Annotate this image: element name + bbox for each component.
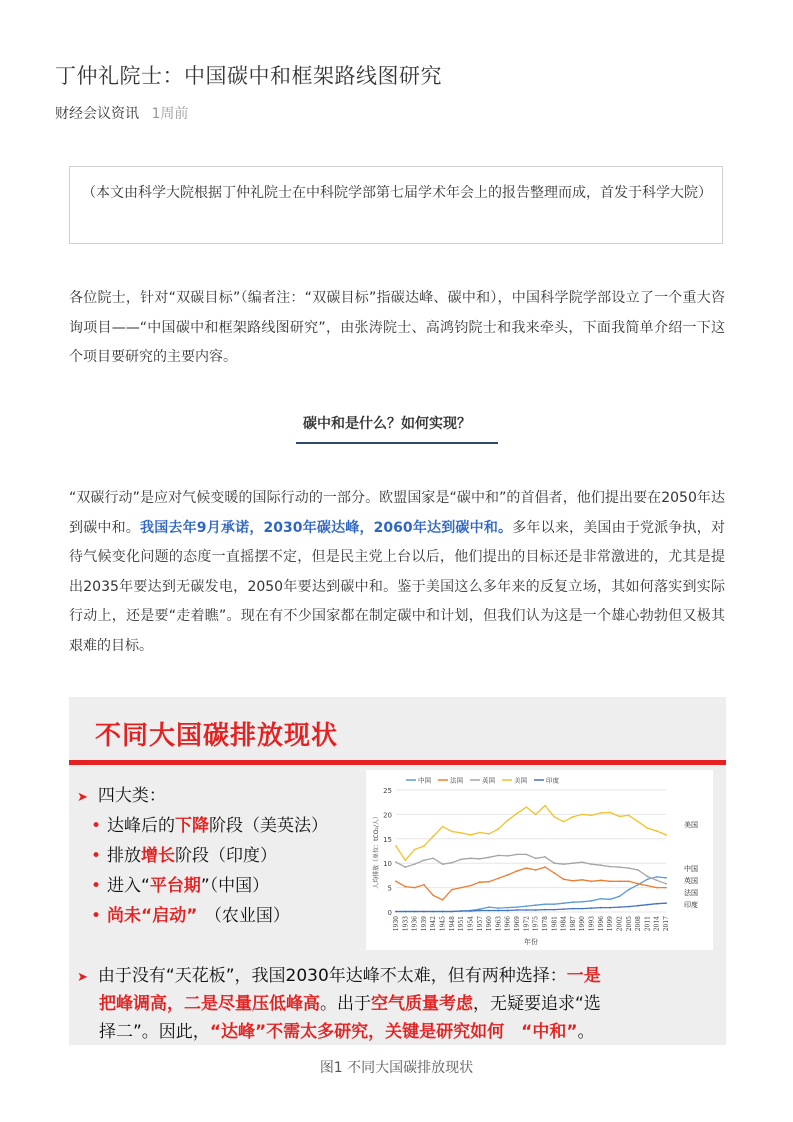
slide-conclusion-line-3 bbox=[99, 1017, 595, 1042]
slide-bullet-3 bbox=[91, 871, 269, 896]
data-point bbox=[479, 858, 481, 860]
data-point bbox=[581, 814, 583, 816]
data-point bbox=[619, 866, 621, 868]
data-point bbox=[460, 887, 462, 889]
data-point bbox=[581, 908, 583, 910]
data-point bbox=[544, 805, 546, 807]
x-tick-label: 1951 bbox=[458, 916, 466, 932]
data-point bbox=[619, 880, 621, 882]
slide-title-bar bbox=[69, 760, 726, 765]
data-point bbox=[665, 887, 667, 889]
data-point bbox=[544, 909, 546, 911]
data-point bbox=[665, 877, 667, 879]
slide-conclusion-line-2 bbox=[99, 989, 601, 1014]
data-point bbox=[423, 859, 425, 861]
legend-label: 中国 bbox=[418, 776, 431, 785]
x-tick-label: 1981 bbox=[551, 916, 559, 932]
data-point bbox=[451, 831, 453, 833]
data-point bbox=[460, 832, 462, 834]
data-point bbox=[656, 876, 658, 878]
data-point bbox=[525, 854, 527, 856]
slide-text: 进入“ bbox=[107, 876, 150, 896]
data-point bbox=[647, 827, 649, 829]
data-point bbox=[442, 911, 444, 913]
series-side-label: 英国 bbox=[684, 877, 698, 885]
series-line bbox=[396, 903, 666, 911]
x-tick-label: 1960 bbox=[486, 916, 494, 932]
data-point bbox=[619, 816, 621, 818]
data-point bbox=[432, 895, 434, 897]
data-point bbox=[609, 898, 611, 900]
data-point bbox=[488, 833, 490, 835]
data-point bbox=[535, 909, 537, 911]
data-point bbox=[572, 901, 574, 903]
data-point bbox=[637, 883, 639, 885]
slide-red-text: 空气质量考虑 bbox=[371, 994, 473, 1014]
series-line bbox=[396, 867, 666, 900]
highlight-commitment: 我国去年9月承诺，2030年碳达峰，2060年达到碳中和。 bbox=[140, 519, 513, 536]
data-point bbox=[591, 907, 593, 909]
data-point bbox=[498, 877, 500, 879]
slide-red-text: 尚未“启动” bbox=[107, 906, 198, 926]
data-point bbox=[507, 910, 509, 912]
data-point bbox=[442, 899, 444, 901]
slide-red-text: 平台期 bbox=[149, 876, 201, 896]
data-point bbox=[628, 815, 630, 817]
emission-chart bbox=[366, 770, 713, 950]
data-point bbox=[628, 906, 630, 908]
data-point bbox=[665, 883, 667, 885]
data-point bbox=[553, 862, 555, 864]
data-point bbox=[656, 887, 658, 889]
data-point bbox=[404, 911, 406, 913]
x-tick-label: 1993 bbox=[588, 916, 596, 932]
legend-label: 法国 bbox=[450, 776, 463, 785]
data-point bbox=[591, 900, 593, 902]
data-point bbox=[507, 907, 509, 909]
data-point bbox=[656, 903, 658, 905]
x-tick-label: 1996 bbox=[597, 916, 605, 932]
data-point bbox=[516, 906, 518, 908]
x-tick-label: 1957 bbox=[476, 916, 484, 932]
data-point bbox=[525, 806, 527, 808]
data-point bbox=[609, 812, 611, 814]
data-point bbox=[600, 907, 602, 909]
emission-line-chart bbox=[366, 770, 713, 950]
x-tick-label: 1945 bbox=[439, 916, 447, 932]
data-point bbox=[619, 906, 621, 908]
data-point bbox=[544, 866, 546, 868]
data-point bbox=[470, 857, 472, 859]
data-point bbox=[572, 908, 574, 910]
data-point bbox=[544, 856, 546, 858]
data-point bbox=[572, 862, 574, 864]
data-point bbox=[442, 826, 444, 828]
data-point bbox=[404, 866, 406, 868]
data-point bbox=[637, 821, 639, 823]
section-heading: 碳中和是什么？如何实现？ bbox=[303, 416, 471, 432]
legend-label: 印度 bbox=[546, 776, 559, 785]
slide-text: 。 bbox=[577, 1022, 595, 1042]
x-tick-label: 1942 bbox=[430, 916, 438, 932]
data-point bbox=[498, 828, 500, 830]
data-point bbox=[525, 905, 527, 907]
data-point bbox=[647, 904, 649, 906]
data-point bbox=[507, 855, 509, 857]
data-point bbox=[656, 830, 658, 832]
x-tick-label: 1966 bbox=[504, 916, 512, 932]
data-point bbox=[423, 884, 425, 886]
legend-label: 美国 bbox=[514, 776, 527, 785]
data-point bbox=[535, 857, 537, 859]
x-tick-label: 1984 bbox=[560, 916, 568, 932]
data-point bbox=[479, 881, 481, 883]
data-point bbox=[488, 881, 490, 883]
x-tick-label: 1999 bbox=[607, 916, 615, 932]
data-point bbox=[432, 911, 434, 913]
slide-red-text: 把峰调高，二是尽量压低峰高 bbox=[99, 994, 320, 1014]
data-point bbox=[563, 908, 565, 910]
x-tick-label: 1987 bbox=[569, 916, 577, 932]
data-point bbox=[395, 845, 397, 847]
x-tick-label: 2017 bbox=[663, 916, 670, 932]
slide-text: 阶段（印度） bbox=[175, 846, 278, 866]
slide-text: 由于没有“天花板”，我国2030年达峰不太难，但有两种选择： bbox=[97, 966, 567, 986]
publish-time: 1周前 bbox=[151, 106, 189, 122]
bullet-dot-icon: • bbox=[91, 906, 102, 926]
data-point bbox=[591, 863, 593, 865]
series-side-label: 印度 bbox=[684, 901, 698, 909]
slide-text: 四大类： bbox=[97, 786, 166, 806]
x-axis-label: 年份 bbox=[524, 938, 538, 946]
bullet-dot-icon: • bbox=[91, 846, 102, 866]
data-point bbox=[488, 906, 490, 908]
data-point bbox=[553, 903, 555, 905]
data-point bbox=[535, 869, 537, 871]
data-point bbox=[544, 903, 546, 905]
data-point bbox=[498, 855, 500, 857]
y-tick-label: 10 bbox=[383, 860, 392, 869]
paragraph-text: “双碳行动”是应对气候变暖的国际行动的一部分。欧盟国家是“碳中和”的首倡者，他们提出要在2050年达到碳中和。 bbox=[69, 490, 725, 536]
data-point bbox=[414, 911, 416, 913]
x-tick-label: 2005 bbox=[625, 916, 633, 932]
data-point bbox=[460, 910, 462, 912]
x-tick-label: 1990 bbox=[579, 916, 587, 932]
x-tick-label: 1963 bbox=[495, 916, 503, 932]
slide-text: 达峰后的 bbox=[107, 816, 176, 836]
slide-text: ”（中国） bbox=[200, 876, 270, 896]
article-title: 丁仲礼院士：中国碳中和框架路线图研究 bbox=[55, 64, 442, 88]
x-tick-label: 1954 bbox=[467, 916, 475, 932]
data-point bbox=[414, 849, 416, 851]
data-point bbox=[572, 816, 574, 818]
slide-text: 择二”。因此， bbox=[99, 1022, 210, 1042]
x-tick-label: 2014 bbox=[653, 916, 661, 932]
data-point bbox=[553, 816, 555, 818]
data-point bbox=[619, 896, 621, 898]
data-point bbox=[507, 819, 509, 821]
data-point bbox=[516, 854, 518, 856]
data-point bbox=[563, 878, 565, 880]
data-point bbox=[665, 834, 667, 836]
data-point bbox=[423, 845, 425, 847]
data-point bbox=[600, 864, 602, 866]
data-point bbox=[656, 879, 658, 881]
slide-red-text: 下降 bbox=[175, 816, 210, 836]
x-tick-label: 1972 bbox=[523, 916, 531, 932]
data-point bbox=[432, 836, 434, 838]
data-point bbox=[647, 878, 649, 880]
data-point bbox=[395, 911, 397, 913]
data-point bbox=[553, 872, 555, 874]
series-side-label: 法国 bbox=[684, 889, 698, 897]
data-point bbox=[609, 866, 611, 868]
x-tick-label: 1969 bbox=[514, 916, 522, 932]
data-point bbox=[470, 834, 472, 836]
slide-text: 排放 bbox=[107, 846, 142, 866]
data-point bbox=[451, 889, 453, 891]
x-tick-label: 1933 bbox=[402, 916, 410, 932]
source-note-box: （本文由科学大院根据丁仲礼院士在中科院学部第七届学术年会上的报告整理而成，首发于科学大院） bbox=[69, 166, 723, 244]
x-tick-label: 2011 bbox=[644, 916, 652, 932]
data-point bbox=[647, 876, 649, 878]
data-point bbox=[609, 880, 611, 882]
data-point bbox=[442, 863, 444, 865]
y-axis-label: 人均排放（单位：tCO₂/人） bbox=[373, 813, 380, 889]
x-tick-label: 1978 bbox=[541, 916, 549, 932]
data-point bbox=[563, 821, 565, 823]
x-tick-label: 1975 bbox=[532, 916, 540, 932]
data-point bbox=[516, 870, 518, 872]
data-point bbox=[414, 887, 416, 889]
data-point bbox=[637, 905, 639, 907]
data-point bbox=[404, 886, 406, 888]
y-tick-label: 0 bbox=[387, 909, 392, 917]
data-point bbox=[563, 902, 565, 904]
article-meta bbox=[55, 103, 188, 123]
x-tick-label: 1939 bbox=[420, 916, 428, 932]
data-point bbox=[581, 879, 583, 881]
slide-text: 。出于 bbox=[320, 994, 371, 1014]
figure-caption: 图1 不同大国碳排放现状 bbox=[319, 1060, 474, 1076]
paragraph-text: 多年以来，美国由于党派争执，对待气候变化问题的态度一直摇摆不定，但是民主党上台以后，他们提出的目标还是非常激进的，尤其是提出2035年要达到无碳发电，2050年要达到碳中和。鉴于美国这么多年来的反复立场，其如何落实到实际行动上，还是要“走着瞧”。现在有不少国家都在制定碳中和计划，但我们认为这是一个雄心勃勃但又极其艰难的目标。 bbox=[69, 519, 726, 654]
data-point bbox=[628, 867, 630, 869]
y-tick-label: 25 bbox=[383, 787, 392, 795]
data-point bbox=[488, 856, 490, 858]
x-tick-label: 1930 bbox=[393, 916, 400, 932]
x-tick-label: 2008 bbox=[635, 916, 643, 932]
data-point bbox=[600, 898, 602, 900]
section-heading-underline bbox=[296, 442, 498, 444]
bullet-dot-icon: • bbox=[91, 876, 102, 896]
data-point bbox=[470, 885, 472, 887]
slide-bullet-1 bbox=[91, 811, 328, 836]
slide-title: 不同大国碳排放现状 bbox=[95, 721, 339, 751]
series-line bbox=[396, 806, 666, 861]
x-tick-label: 2002 bbox=[616, 916, 624, 932]
triangle-bullet-icon: ➤ bbox=[77, 970, 88, 985]
y-tick-label: 5 bbox=[387, 884, 392, 893]
slide-bullet-4 bbox=[91, 901, 290, 926]
x-tick-label: 1936 bbox=[411, 916, 419, 932]
data-point bbox=[470, 910, 472, 912]
data-point bbox=[404, 859, 406, 861]
paragraph-intro: 各位院士，针对“双碳目标”（编者注：“双碳目标”指碳达峰、碳中和），中国科学院学部设立了一个重大咨询项目——“中国碳中和框架路线图研究”，由张涛院士、高鸿钧院士和我来牵头，下面我简单介绍一下这个项目要研究的主要内容。 bbox=[69, 290, 725, 365]
slide-text: ，无疑要追求“选 bbox=[473, 994, 601, 1014]
data-point bbox=[628, 880, 630, 882]
data-point bbox=[516, 813, 518, 815]
data-point bbox=[563, 863, 565, 865]
source-link[interactable]: 财经会议资讯 bbox=[55, 106, 139, 122]
data-point bbox=[581, 861, 583, 863]
legend-label: 英国 bbox=[482, 776, 495, 785]
slide-text: 阶段（美英法） bbox=[209, 816, 329, 836]
series-side-label: 美国 bbox=[684, 821, 698, 829]
data-point bbox=[600, 879, 602, 881]
data-point bbox=[609, 907, 611, 909]
data-point bbox=[432, 857, 434, 859]
data-point bbox=[423, 911, 425, 913]
slide-red-text: 增长 bbox=[141, 846, 176, 866]
data-point bbox=[479, 910, 481, 912]
data-point bbox=[460, 858, 462, 860]
data-point bbox=[591, 815, 593, 817]
data-point bbox=[395, 861, 397, 863]
slide-conclusion-line-1 bbox=[77, 961, 601, 986]
data-point bbox=[591, 880, 593, 882]
data-point bbox=[498, 910, 500, 912]
data-point bbox=[600, 812, 602, 814]
data-point bbox=[628, 889, 630, 891]
slide-text: （农业国） bbox=[213, 906, 290, 926]
data-point bbox=[451, 862, 453, 864]
data-point bbox=[516, 909, 518, 911]
data-point bbox=[498, 907, 500, 909]
data-point bbox=[647, 885, 649, 887]
triangle-bullet-icon: ➤ bbox=[77, 790, 88, 805]
data-point bbox=[572, 880, 574, 882]
data-point bbox=[507, 874, 509, 876]
x-tick-label: 1948 bbox=[448, 916, 456, 932]
slide-bullet-head bbox=[77, 781, 166, 806]
data-point bbox=[553, 909, 555, 911]
data-point bbox=[525, 909, 527, 911]
slide-red-text: “达峰”不需太多研究，关键是研究如何 “中和” bbox=[209, 1022, 578, 1042]
data-point bbox=[414, 863, 416, 865]
data-point bbox=[488, 910, 490, 912]
figure-slide bbox=[69, 697, 726, 1045]
series-side-label: 中国 bbox=[684, 865, 698, 873]
slide-bullet-2 bbox=[91, 841, 277, 866]
data-point bbox=[637, 869, 639, 871]
data-point bbox=[451, 911, 453, 913]
data-point bbox=[581, 901, 583, 903]
data-point bbox=[395, 880, 397, 882]
data-point bbox=[479, 832, 481, 834]
slide-red-text: 一是 bbox=[566, 966, 601, 986]
data-point bbox=[535, 904, 537, 906]
data-point bbox=[665, 902, 667, 904]
bullet-dot-icon: • bbox=[91, 816, 102, 836]
y-tick-label: 20 bbox=[383, 811, 392, 820]
data-point bbox=[525, 867, 527, 869]
paragraph-carbon-neutral bbox=[69, 484, 725, 661]
y-tick-label: 15 bbox=[383, 835, 392, 844]
data-point bbox=[535, 814, 537, 816]
